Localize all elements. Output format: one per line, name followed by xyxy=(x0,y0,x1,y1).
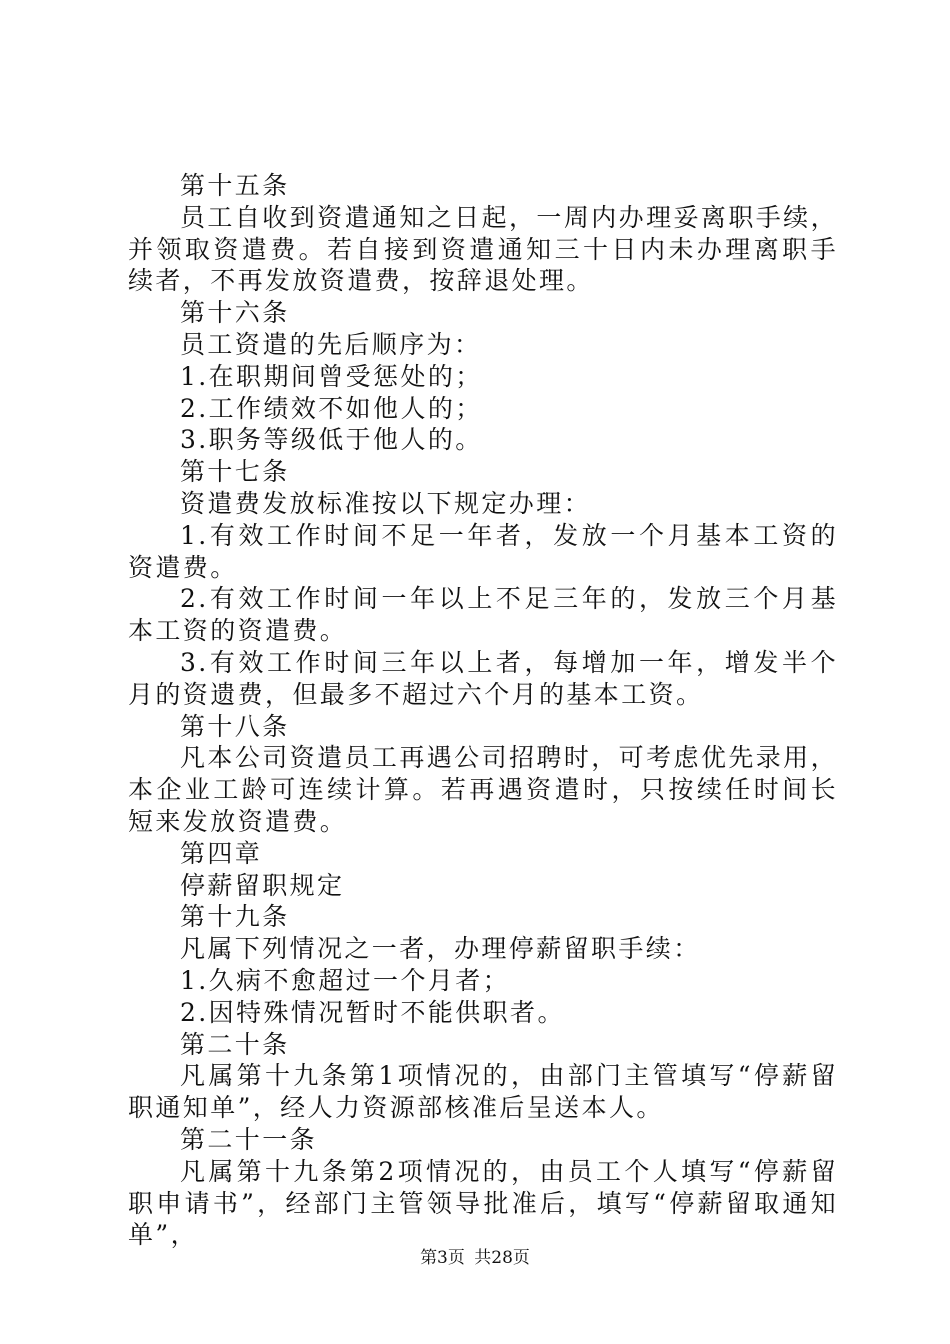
paragraph: 第四章 xyxy=(180,838,263,868)
page-number: 第3页 xyxy=(420,1248,465,1268)
page-footer xyxy=(0,1243,950,1268)
paragraph: 凡属下列情况之一者，办理停薪留职手续： xyxy=(180,934,701,964)
paragraph: 员工自收到资遣通知之日起，一周内办理妥离职手续，并领取资遣费。若自接到资遣通知三十日内未办理离职手续者，不再发放资遣费，按辞退处理。 xyxy=(128,202,838,296)
paragraph: 1.在职期间曾受惩处的； xyxy=(180,361,483,391)
paragraph: 第十五条 xyxy=(180,171,290,200)
paragraph: 2.因特殊情况暂时不能供职者。 xyxy=(180,997,565,1027)
document-body xyxy=(128,170,838,1251)
paragraph: 资遣费发放标准按以下规定办理： xyxy=(180,488,592,518)
paragraph: 第十七条 xyxy=(180,457,290,487)
paragraph: 1.久病不愈超过一个月者； xyxy=(180,965,511,995)
paragraph: 员工资遣的先后顺序为： xyxy=(180,329,482,359)
paragraph: 2.工作绩效不如他人的； xyxy=(180,393,483,423)
paragraph: 1.有效工作时间不足一年者，发放一个月基本工资的资遣费。 xyxy=(128,520,838,582)
paragraph: 第十八条 xyxy=(180,711,290,741)
paragraph: 凡属第十九条第2项情况的，由员工个人填写“停薪留职申请书”，经部门主管领导批准后，填写“停薪留取通知单”， xyxy=(128,1156,838,1250)
paragraph: 第二十一条 xyxy=(180,1124,318,1154)
paragraph: 停薪留职规定 xyxy=(180,870,345,900)
paragraph: 第二十条 xyxy=(180,1029,290,1059)
paragraph: 第十九条 xyxy=(180,902,290,932)
paragraph: 3.职务等级低于他人的。 xyxy=(180,425,483,455)
paragraph: 2.有效工作时间一年以上不足三年的，发放三个月基本工资的资遣费。 xyxy=(128,584,838,646)
paragraph: 凡属第十九条第1项情况的，由部门主管填写“停薪留职通知单”，经人力资源部核准后呈送本人。 xyxy=(128,1061,838,1123)
paragraph: 第十六条 xyxy=(180,298,290,328)
paragraph: 3.有效工作时间三年以上者，每增加一年，增发半个月的资遗费，但最多不超过六个月的基本工资。 xyxy=(128,647,838,709)
page-total: 共28页 xyxy=(474,1248,530,1268)
paragraph: 凡本公司资遣员工再遇公司招聘时，可考虑优先录用，本企业工龄可连续计算。若再遇资遣时，只按续任时间长短来发放资遣费。 xyxy=(128,743,838,836)
